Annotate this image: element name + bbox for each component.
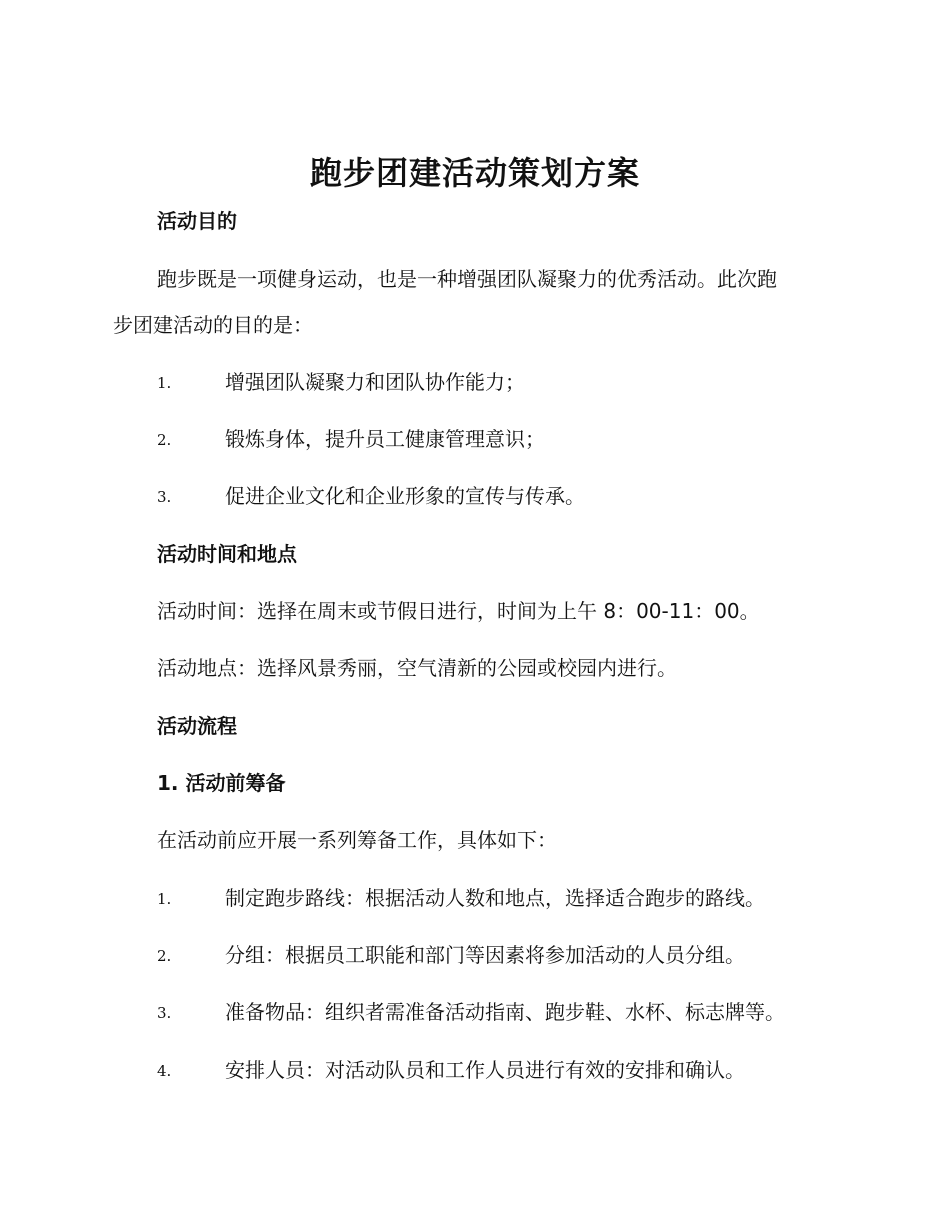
- activity-time: 活动时间：选择在周末或节假日进行，时间为上午 8：00-11：00。: [157, 599, 760, 623]
- list-number: 2.: [157, 431, 172, 449]
- purpose-list-item: [0, 367, 950, 397]
- list-number: 4.: [157, 1062, 172, 1080]
- list-text: 准备物品：组织者需准备活动指南、跑步鞋、水杯、标志牌等。: [225, 1000, 785, 1024]
- list-number: 1.: [157, 374, 172, 392]
- list-number: 1.: [157, 890, 172, 908]
- preparation-intro: 在活动前应开展一系列筹备工作，具体如下：: [157, 828, 557, 852]
- list-number: 3.: [157, 488, 172, 506]
- document-title: 跑步团建活动策划方案: [309, 154, 640, 192]
- list-text: 增强团队凝聚力和团队协作能力；: [225, 370, 525, 394]
- purpose-list-item: [0, 481, 950, 511]
- purpose-list-item: [0, 424, 950, 454]
- list-number: 3.: [157, 1004, 172, 1022]
- list-text: 锻炼身体，提升员工健康管理意识；: [225, 427, 545, 451]
- preparation-list-item: [0, 997, 950, 1027]
- preparation-list-item: [0, 883, 950, 913]
- preparation-list-item: [0, 1055, 950, 1085]
- list-text: 安排人员：对活动队员和工作人员进行有效的安排和确认。: [225, 1058, 745, 1082]
- heading-process: 活动流程: [157, 714, 237, 738]
- heading-purpose: 活动目的: [157, 209, 237, 233]
- list-number: 2.: [157, 947, 172, 965]
- list-text: 促进企业文化和企业形象的宣传与传承。: [225, 484, 585, 508]
- activity-place: 活动地点：选择风景秀丽，空气清新的公园或校园内进行。: [157, 656, 677, 680]
- subheading-preparation: 1. 活动前筹备: [157, 771, 286, 795]
- list-text: 制定跑步路线：根据活动人数和地点，选择适合跑步的路线。: [225, 886, 765, 910]
- preparation-list-item: [0, 940, 950, 970]
- purpose-intro-line-2: 步团建活动的目的是：: [113, 313, 313, 337]
- purpose-intro-line-1: 跑步既是一项健身运动，也是一种增强团队凝聚力的优秀活动。此次跑: [157, 267, 777, 291]
- heading-time-place: 活动时间和地点: [157, 542, 297, 566]
- list-text: 分组：根据员工职能和部门等因素将参加活动的人员分组。: [225, 943, 745, 967]
